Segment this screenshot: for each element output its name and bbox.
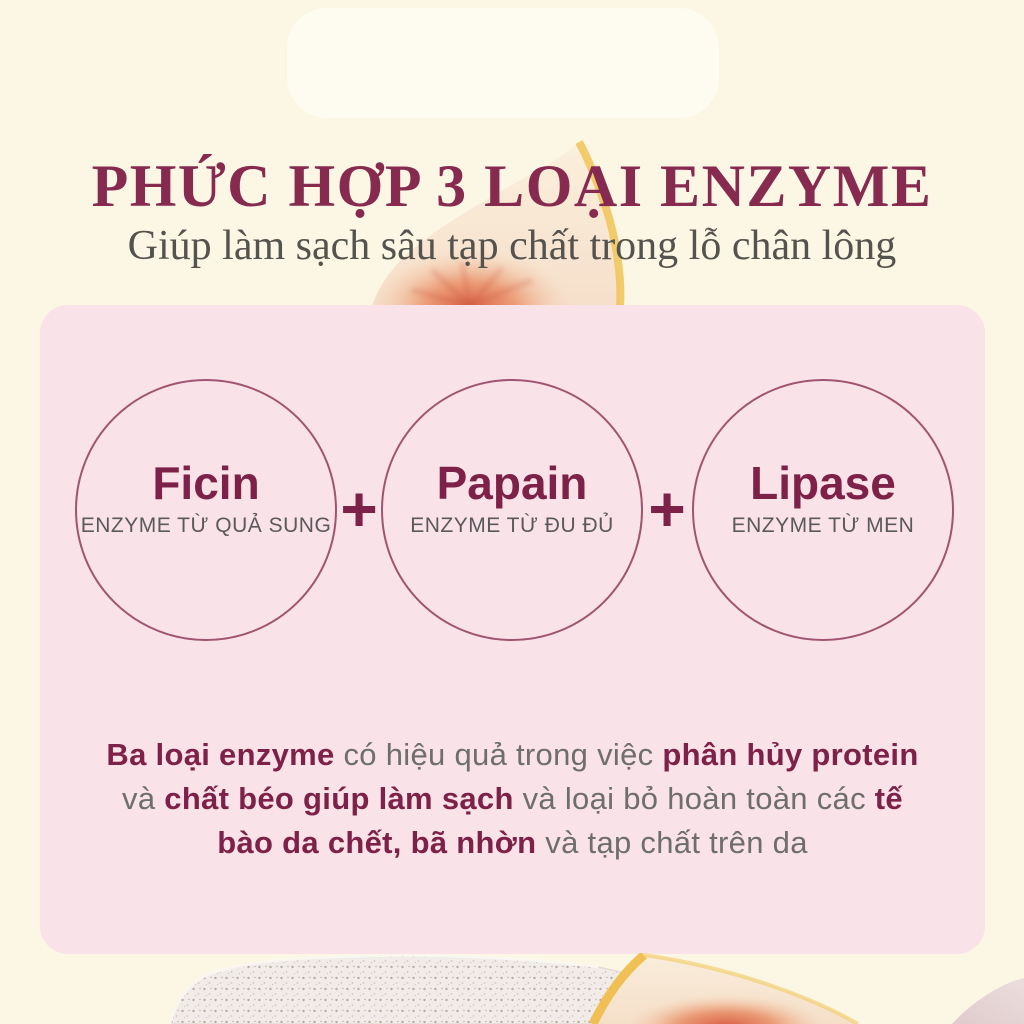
enzyme-circle-papain <box>381 379 643 641</box>
description-text <box>40 733 985 865</box>
description-segment: bào da chết, bã nhờn <box>217 825 537 860</box>
enzyme-circle-lipase <box>692 379 954 641</box>
enzyme-panel <box>40 305 985 954</box>
enzyme-name: Lipase <box>750 457 896 509</box>
description-segment: tế <box>874 781 903 816</box>
top-highlight-shape <box>287 8 719 118</box>
enzyme-name: Papain <box>436 457 588 509</box>
description-segment: và loại bỏ hoàn toàn các <box>513 781 875 816</box>
corner-fig-image <box>952 978 1024 1024</box>
description-line <box>40 821 985 865</box>
pumice-stone-image <box>158 953 630 1024</box>
page-title: PHỨC HỢP 3 LOẠI ENZYME <box>91 153 933 219</box>
description-segment: chất béo giúp làm sạch <box>164 781 514 816</box>
description-segment: và <box>122 781 165 816</box>
plus-icon: + <box>340 473 378 545</box>
enzyme-source: ENZYME TỪ MEN <box>731 514 915 537</box>
enzyme-source: ENZYME TỪ ĐU ĐỦ <box>410 514 614 537</box>
plus-icon: + <box>648 473 686 545</box>
page-subtitle: Giúp làm sạch sâu tạp chất trong lỗ chân lông <box>127 223 897 269</box>
fig-slice-bottom-image <box>568 953 873 1024</box>
description-line <box>40 733 985 777</box>
enzyme-name: Ficin <box>152 457 260 509</box>
description-segment: phân hủy protein <box>662 737 919 772</box>
enzyme-circle-ficin <box>75 379 337 641</box>
description-line <box>40 777 985 821</box>
enzyme-source: ENZYME TỪ QUẢ SUNG <box>80 514 332 537</box>
description-segment: Ba loại enzyme <box>106 737 335 772</box>
description-segment: và tạp chất trên da <box>536 825 808 860</box>
description-segment: có hiệu quả trong việc <box>334 737 663 772</box>
